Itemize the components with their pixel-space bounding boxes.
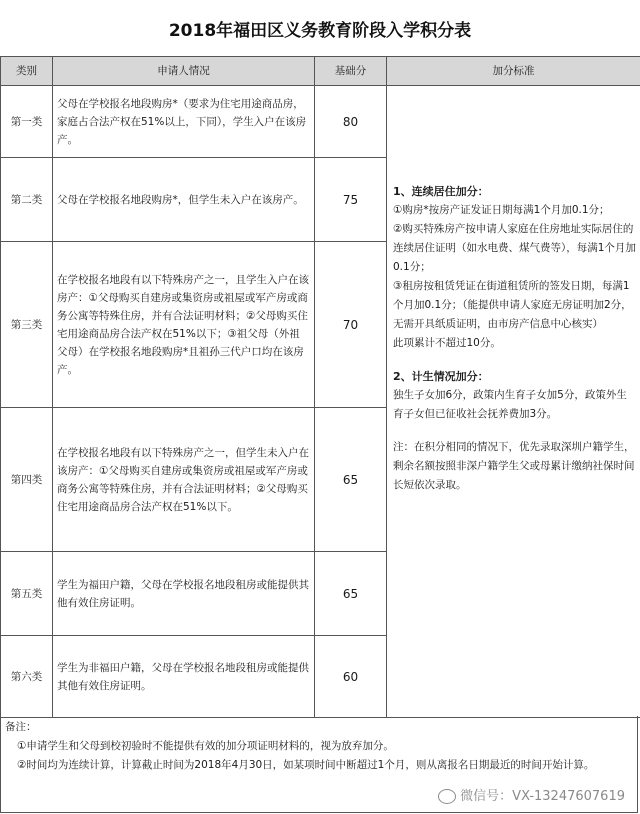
row-category: 第六类 — [1, 636, 53, 718]
remark-item: ①申请学生和父母到校初验时不能提供有效的加分项证明材料的，视为放弃加分。 — [17, 740, 394, 752]
bonus-criteria-cell — [387, 86, 640, 718]
bonus-heading-residence: 1、连续居住加分： — [393, 185, 489, 198]
row-score: 65 — [315, 552, 387, 636]
row-category: 第四类 — [1, 408, 53, 552]
row-category: 第五类 — [1, 552, 53, 636]
remarks-label: 备注： — [5, 721, 37, 733]
watermark — [438, 787, 625, 806]
page-title: 2018年福田区义务教育阶段入学积分表 — [168, 20, 472, 41]
row-description: 父母在学校报名地段购房*，但学生未入户在该房产。 — [53, 158, 315, 242]
row-description: 学生为福田户籍，父母在学校报名地段租房或能提供其他有效住房证明。 — [53, 552, 315, 636]
header-base-score: 基础分 — [315, 57, 387, 86]
row-description: 在学校报名地段有以下特殊房产之一，且学生入户在该房产：①父母购买自建房或集资房或祖屋或军产房或商务公寓等特殊住房，并有合法证明材料；②父母购买住宅用途商品房合法产权在51%以下；③祖父母（外祖父母）在学校报名地段购房*且祖孙三代户口均在该房产。 — [53, 242, 315, 408]
bonus-item: ①购房*按房产证发证日期每满1个月加0.1分； — [393, 204, 610, 216]
remark-item: ②时间均为连续计算，计算截止时间为2018年4月30日，如某项时间中断超过1个月，则从离报名日期最近的时间开始计算。 — [17, 759, 595, 771]
table-header-row — [1, 57, 640, 86]
remarks-section — [0, 716, 638, 813]
table-row — [1, 86, 640, 158]
row-category: 第二类 — [1, 158, 53, 242]
watermark-text: 微信号：VX-13247607619 — [460, 789, 625, 804]
bonus-note: 注：在积分相同的情况下，优先录取深圳户籍学生，剩余名额按照非深户籍学生父或母累计缴纳社保时间长短依次录取。 — [393, 441, 635, 491]
row-score: 80 — [315, 86, 387, 158]
bonus-item: 独生子女加6分，政策内生育子女加5分，政策外生育子女但已征收社会抚养费加3分。 — [393, 389, 627, 420]
row-score: 65 — [315, 408, 387, 552]
score-table — [0, 56, 640, 718]
row-description: 学生为非福田户籍，父母在学校报名地段租房或能提供其他有效住房证明。 — [53, 636, 315, 718]
bonus-item: ②购买特殊房产按申请人家庭在住房地址实际居住的连续居住证明（如水电费、煤气费等），每满1个月加0.1分； — [393, 223, 636, 273]
row-description: 父母在学校报名地段购房*（要求为住宅用途商品房，家庭占合法产权在51%以上，下同），学生入户在该房产。 — [53, 86, 315, 158]
bonus-item: ③租房按租赁凭证在街道租赁所的签发日期，每满1个月加0.1分；（能提供申请人家庭无房证明加2分，无需开具纸质证明，由市房产信息中心核实） — [393, 280, 632, 330]
bonus-item: 此项累计不超过10分。 — [393, 337, 501, 349]
wechat-icon — [438, 789, 456, 804]
header-bonus: 加分标准 — [387, 57, 640, 86]
header-applicant: 申请人情况 — [53, 57, 315, 86]
header-category: 类别 — [1, 57, 53, 86]
row-score: 70 — [315, 242, 387, 408]
row-score: 60 — [315, 636, 387, 718]
row-description: 在学校报名地段有以下特殊房产之一，但学生未入户在该房产：①父母购买自建房或集资房或祖屋或军产房或商务公寓等特殊住房，并有合法证明材料；②父母购买住宅用途商品房合法产权在51%以下。 — [53, 408, 315, 552]
row-category: 第一类 — [1, 86, 53, 158]
row-category: 第三类 — [1, 242, 53, 408]
row-score: 75 — [315, 158, 387, 242]
bonus-heading-family-planning: 2、计生情况加分： — [393, 370, 489, 383]
